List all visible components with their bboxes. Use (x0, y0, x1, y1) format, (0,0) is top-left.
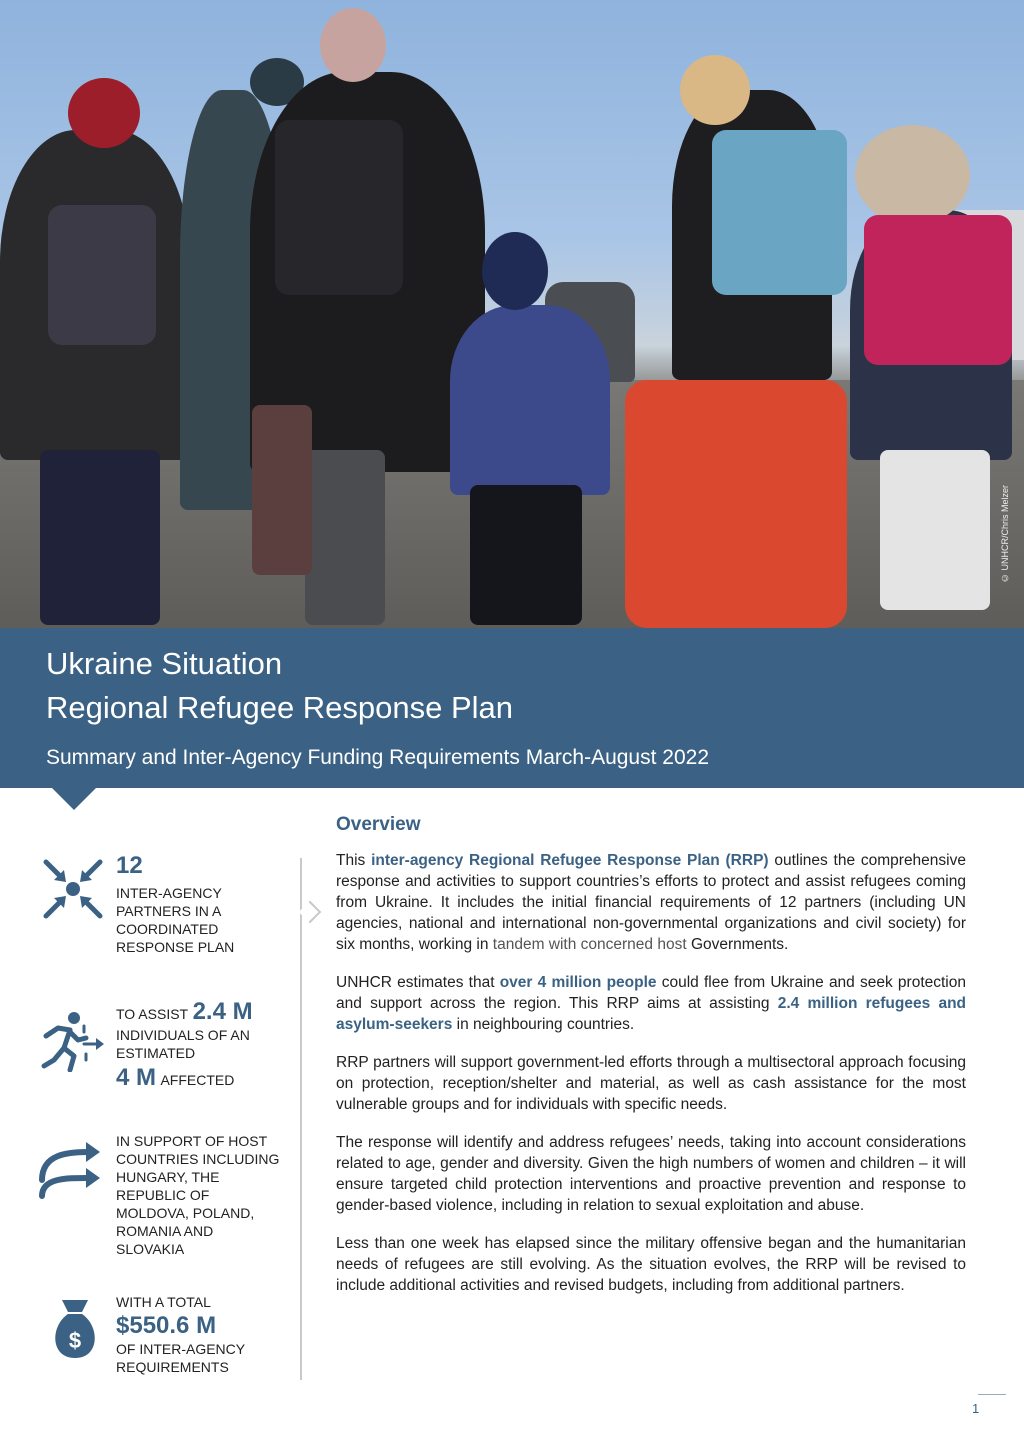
divider-chevron (299, 901, 322, 924)
backpack-center (275, 120, 403, 295)
support-line-2: COUNTRIES INCLUDING (116, 1151, 280, 1167)
red-hat (68, 78, 140, 148)
converge-arrows-icon (42, 856, 104, 922)
p2-highlight-2: 2.4 million refugees and asylum-seekers (336, 995, 967, 1033)
suitcase-brown (252, 405, 312, 575)
partners-caption-1: INTER-AGENCY (116, 885, 222, 901)
title-line-1: Ukraine Situation (46, 646, 283, 681)
assist-caption-1: INDIVIDUALS OF AN (116, 1027, 250, 1043)
backpack-left (48, 205, 156, 345)
p2-text-c: in neighbouring countries. (452, 1016, 635, 1033)
total-number: $550.6 M (116, 1312, 217, 1339)
support-line-7: SLOVAKIA (116, 1241, 185, 1257)
affected-number: 4 M (116, 1064, 157, 1091)
band-notch (52, 788, 96, 810)
legs-center (305, 450, 385, 625)
svg-text:$: $ (68, 1328, 82, 1353)
page-number-rule (978, 1394, 1006, 1395)
cover-photo (0, 0, 1024, 628)
child-right-legs (880, 450, 990, 610)
p1-text-c: Governments. (686, 936, 789, 953)
p2-text-a: UNHCR estimates that (336, 974, 500, 991)
stat-assist (116, 998, 296, 1092)
title-line-2: Regional Refugee Response Plan (46, 690, 514, 725)
subtitle: Summary and Inter-Agency Funding Requirements March-August 2022 (46, 746, 709, 769)
partners-number: 12 (116, 852, 143, 879)
child-legs (470, 485, 582, 625)
curved-arrows-icon (38, 1140, 102, 1202)
overview-section (336, 814, 966, 1313)
assist-prefix: TO ASSIST (116, 1006, 189, 1022)
overview-paragraph-4: The response will identify and address refugees’ needs, taking into account considerations related to age, gender and diversity. Given the high numbers of women and children – it will ensure targeted child protection interventions and proactive prevention and response to gender-based violence, including in relation to sexual exploitation and abuse. (336, 1134, 966, 1214)
total-caption-1: OF INTER-AGENCY (116, 1341, 246, 1357)
blue-backpack (712, 130, 847, 295)
child-hat (482, 232, 548, 310)
support-line-4: REPUBLIC OF (116, 1187, 210, 1203)
partners-caption-2: PARTNERS IN A (116, 903, 222, 919)
partners-caption-4: RESPONSE PLAN (116, 939, 235, 955)
overview-paragraph-1 (336, 850, 966, 955)
child-floral (450, 305, 610, 495)
support-line-5: MOLDOVA, POLAND, (116, 1205, 255, 1221)
assist-number: 2.4 M (192, 998, 253, 1025)
sidebar-divider (300, 858, 302, 1380)
p2-highlight-1: over 4 million people (499, 974, 657, 991)
partners-caption-3: COORDINATED (116, 921, 219, 937)
title-band (0, 628, 1024, 788)
affected-suffix: AFFECTED (160, 1072, 235, 1088)
support-line-1: IN SUPPORT OF HOST (116, 1133, 268, 1149)
photo-credit: © UNHCR/Chris Melzer (1000, 485, 1010, 584)
stat-partners (116, 852, 296, 956)
red-suitcase (625, 380, 847, 628)
support-line-6: ROMANIA AND (116, 1223, 214, 1239)
overview-paragraph-3: RRP partners will support government-led efforts through a multisectoral approach focusing on protection, reception/shelter and material, as well as cash assistance for the most vulnerable groups and for individuals with specific needs. (336, 1054, 966, 1113)
overview-paragraph-2 (336, 972, 966, 1035)
support-line-3: HUNGARY, THE (116, 1169, 220, 1185)
p1-highlight: inter-agency Regional Refugee Response Plan (RRP) (371, 852, 769, 869)
total-prefix: WITH A TOTAL (116, 1294, 211, 1310)
legs-left (40, 450, 160, 625)
overview-heading: Overview (336, 814, 421, 835)
fur-hood (855, 125, 970, 225)
overview-paragraph-5: Less than one week has elapsed since the military offensive began and the humanitarian needs of refugees are still evolving. As the situation evolves, the RRP will be revised to include additional activities and revised budgets, including from additional partners. (336, 1235, 966, 1294)
assist-caption-2: ESTIMATED (116, 1045, 196, 1061)
p1-text-a: This (336, 852, 372, 869)
money-bag-icon (50, 1298, 100, 1360)
p1-text-b: outlines the comprehensive response and activities to support countries’s efforts to protect and assist refugees coming from Ukraine. It includes the initial financial requirements of 12 partners (including UN agencies, national and international non-governmental organizations and civil society) for six months, working in (336, 852, 966, 953)
stat-support (116, 1132, 296, 1258)
stat-total (116, 1294, 296, 1376)
total-caption-2: REQUIREMENTS (116, 1359, 229, 1375)
page-number: 1 (972, 1401, 980, 1416)
running-person-icon (40, 1010, 106, 1072)
blonde-head (680, 55, 750, 125)
pink-hat (320, 8, 386, 82)
pink-backpack (864, 215, 1012, 365)
p2-text-b: could flee from Ukraine and seek protection and support across the region. This RRP aims at assisting (336, 974, 966, 1012)
p1-soft: tandem with concerned host (492, 936, 687, 953)
